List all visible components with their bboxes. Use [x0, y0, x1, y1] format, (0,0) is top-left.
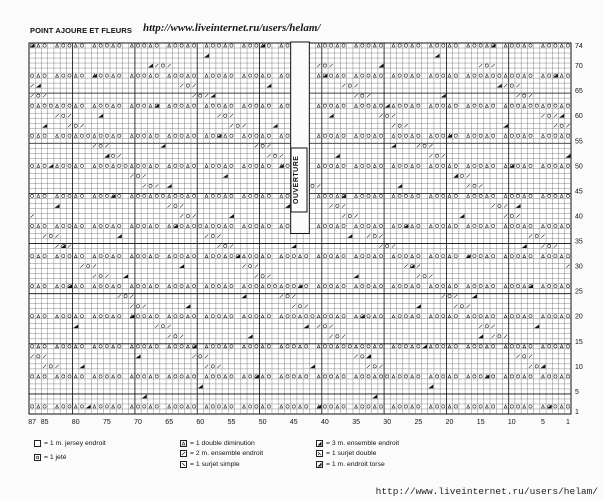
- source-url-top[interactable]: http://www.liveinternet.ru/users/helam/: [143, 22, 321, 34]
- double-arrow-icon: [316, 450, 323, 457]
- y-tick-label: 60: [575, 113, 583, 121]
- x-tick-label: 30: [383, 419, 392, 426]
- x-tick-label: 55: [227, 419, 236, 426]
- y-tick-label: 15: [575, 338, 583, 346]
- legend-item-yarn-over: = 1 jeté: [34, 454, 67, 461]
- legend-item-twisted-knit: = 1 m. endroit torse: [316, 461, 385, 468]
- backslash-icon: [180, 461, 187, 468]
- y-tick-label: 65: [575, 88, 583, 96]
- legend-item-knit: = 1 m. jersey endroit: [34, 440, 106, 447]
- y-tick-label: 74: [575, 43, 583, 50]
- slash-icon: [180, 450, 187, 457]
- x-tick-label: 65: [165, 419, 174, 426]
- x-tick-label: 1: [565, 419, 570, 426]
- y-tick-label: 55: [575, 138, 583, 146]
- x-tick-label: 5: [541, 419, 545, 426]
- empty-square-icon: [34, 440, 41, 447]
- legend-item-double-skp: = 1 surjet double: [316, 450, 376, 457]
- source-url-bottom[interactable]: http://www.liveinternet.ru/users/helam/: [375, 486, 598, 497]
- y-tick-label: 1: [575, 409, 579, 416]
- y-tick-label: 20: [575, 313, 583, 321]
- y-tick-label: 25: [575, 288, 583, 296]
- y-tick-label: 10: [575, 363, 583, 371]
- y-tick-label: 30: [575, 263, 583, 271]
- x-tick-label: 25: [414, 419, 423, 426]
- circle-icon: [34, 454, 41, 461]
- x-tick-label: 87: [28, 419, 36, 426]
- y-tick-label: 40: [575, 213, 583, 221]
- x-tick-label: 10: [507, 419, 516, 426]
- chart-title: POINT AJOURE ET FLEURS: [30, 26, 132, 35]
- triangle-icon: [180, 440, 187, 447]
- y-tick-label: 5: [575, 388, 579, 396]
- x-tick-label: 60: [196, 419, 205, 426]
- x-tick-label: 35: [352, 419, 360, 426]
- opening-label: OUVERTURE: [293, 155, 300, 205]
- legend-item-k3tog: = 3 m. ensemble endroit: [316, 440, 399, 447]
- legend-item-skp: = 1 surjet simple: [180, 461, 240, 468]
- filled-triangle-icon: [316, 440, 323, 447]
- legend-item-double-decrease: = 1 double diminution: [180, 440, 255, 447]
- x-tick-label: 40: [321, 419, 329, 426]
- x-tick-label: 15: [476, 419, 485, 426]
- x-tick-label: 45: [289, 419, 298, 426]
- legend-item-k2tog: = 2 m. ensemble endroit: [180, 450, 263, 457]
- x-tick-label: 20: [445, 419, 454, 426]
- x-tick-label: 50: [258, 419, 267, 426]
- y-tick-label: 45: [575, 188, 583, 196]
- legend: [34, 437, 534, 493]
- x-tick-label: 70: [134, 419, 142, 426]
- x-tick-label: 80: [71, 419, 80, 426]
- y-tick-label: 70: [575, 63, 583, 71]
- x-tick-label: 75: [103, 419, 111, 426]
- y-tick-label: 35: [575, 238, 583, 246]
- cross-icon: [316, 461, 323, 468]
- y-tick-label: 50: [575, 163, 583, 171]
- x-tick-label: 85: [40, 419, 49, 426]
